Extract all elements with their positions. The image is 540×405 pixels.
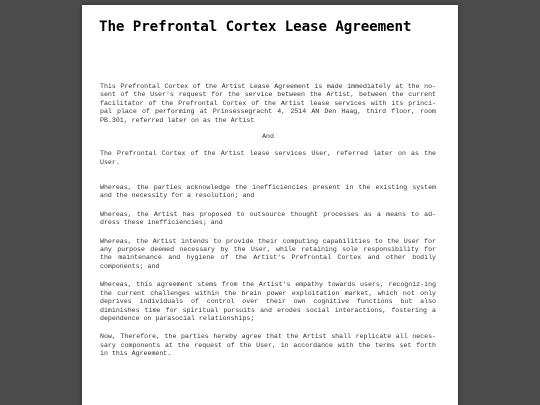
preamble-paragraph: This Prefrontal Cortex of the Artist Lease Agreement is made immediately at the no-sent of the User's request for the service between the Artist, between the current facilitator of the Prefrontal Cortex of the Artist lease services with its princi-pal place of performing at Prinsessegracht 4, 2514 AN Den Haag, third floor, room PB.301, referred later on as the Artist	[100, 83, 436, 124]
now-therefore-clause: Now, Therefore, the parties hereby agree that the Artist shall replicate all neces-sary components at the request of the User, in accordance with the terms set forth in this Agreement.	[100, 333, 436, 358]
whereas-clause-2: Whereas, the Artist has proposed to outsource thought processes as a means to ad-dress these inefficiencies; and	[100, 210, 436, 227]
whereas-clause-3: Whereas, the Artist intends to provide their computing capabilities to the User for any purpose deemed necessary by the User, while retaining sole responsibility for the maintenance and hygiene of the Artist's Prefrontal Cortex and other bodily components; and	[100, 237, 436, 270]
whereas-clause-1: Whereas, the parties acknowledge the inefficiencies present in the existing system and the necessity for a resolution; and	[100, 184, 436, 200]
document-body	[100, 83, 436, 359]
document-title: The Prefrontal Cortex Lease Agreement	[99, 19, 412, 35]
and-separator: And	[262, 133, 274, 141]
document-page	[82, 5, 458, 405]
whereas-clause-4: Whereas, this agreement stems from the Artist's empathy towards users, recogniz-ing the current challenges within the brain power exploitation market, which not only deprives individuals of control over their own cognitive functions but also diminishes time for spiritual pursuits and erodes social interactions, fostering a dependence on parasocial relationships;	[100, 281, 436, 322]
user-definition-paragraph: The Prefrontal Cortex of the Artist lease services User, referred later on as the User.	[100, 150, 436, 166]
